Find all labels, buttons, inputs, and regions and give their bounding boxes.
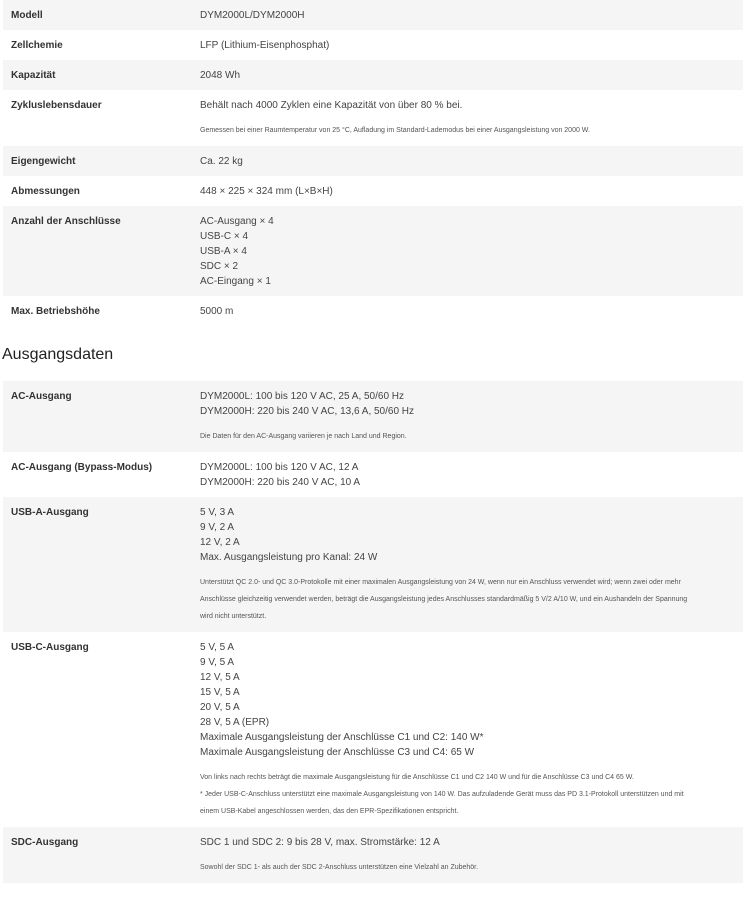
spec-value-line: SDC × 2 — [200, 261, 239, 272]
spec-value-line: 15 V, 5 A — [200, 687, 240, 698]
spec-row — [3, 206, 743, 296]
spec-value-line: USB-A × 4 — [200, 246, 247, 257]
spec-value — [196, 497, 743, 632]
spec-label: Zellchemie — [11, 40, 63, 51]
spec-value-line: 5 V, 3 A — [200, 507, 235, 518]
spec-footnote-line: * Jeder USB-C-Anschluss unterstützt eine maximale Ausgangsleistung von 140 W. Das aufzuladende Gerät muss das PD 3.1-Protokoll unterstützen und mit — [200, 791, 684, 798]
spec-value-line: 2048 Wh — [200, 70, 241, 81]
spec-label: Modell — [3, 0, 196, 30]
spec-footnote-line: wird nicht unterstützt. — [200, 613, 267, 620]
spec-value-line: AC-Ausgang × 4 — [200, 216, 274, 227]
spec-value-line: Maximale Ausgangsleistung der Anschlüsse C1 und C2: 140 W* — [200, 732, 484, 743]
spec-label: AC-Ausgang — [3, 381, 196, 452]
spec-footnote-line: Sowohl der SDC 1- als auch der SDC 2-Anschluss unterstützen eine Vielzahl an Zubehör. — [200, 864, 479, 871]
spec-value-line: Ca. 22 kg — [200, 156, 243, 167]
spec-value-line: 12 V, 2 A — [200, 537, 240, 548]
spec-value-line: DYM2000L: 100 bis 120 V AC, 25 A, 50/60 Hz — [200, 391, 405, 402]
spec-footnote-line: Gemessen bei einer Raumtemperatur von 25 °C, Aufladung im Standard-Lademodus bei einer Ausgangsleistung von 2000 W. — [200, 127, 590, 134]
spec-value-line: 448 × 225 × 324 mm (L×B×H) — [200, 186, 333, 197]
spec-row — [3, 90, 743, 146]
general-spec-table — [3, 0, 743, 326]
spec-value-line: 5 V, 5 A — [200, 642, 235, 653]
spec-row — [3, 827, 743, 883]
spec-row — [3, 176, 743, 206]
spec-value — [196, 452, 743, 497]
spec-value — [196, 0, 743, 30]
spec-row — [3, 146, 743, 176]
spec-value-line: 5000 m — [200, 306, 234, 317]
spec-value — [196, 60, 743, 90]
spec-value — [196, 146, 743, 176]
section-heading-output: Ausgangsdaten — [2, 346, 114, 363]
spec-value-line: DYM2000H: 220 bis 240 V AC, 13,6 A, 50/60 Hz — [200, 406, 415, 417]
spec-value-line: Max. Ausgangsleistung pro Kanal: 24 W — [200, 552, 378, 563]
spec-label: AC-Ausgang (Bypass-Modus) — [11, 462, 153, 473]
spec-footnote-line: Von links nach rechts beträgt die maximale Ausgangsleistung für die Anschlüsse C1 und C2 140 W und für die Anschlüsse C3 und C4 65 W. — [200, 774, 634, 781]
spec-row — [3, 60, 743, 90]
output-spec-table — [3, 381, 743, 883]
spec-value — [196, 827, 743, 883]
spec-value — [196, 381, 743, 452]
spec-value — [196, 176, 743, 206]
spec-footnote — [200, 769, 743, 820]
spec-row — [3, 497, 743, 632]
spec-footnote — [200, 122, 743, 139]
spec-label: Kapazität — [3, 60, 196, 90]
spec-value-line: AC-Eingang × 1 — [200, 276, 271, 287]
spec-row — [3, 452, 743, 497]
spec-row — [3, 0, 743, 30]
spec-value-line: 28 V, 5 A (EPR) — [200, 717, 270, 728]
spec-value — [196, 206, 743, 296]
spec-label: Zykluslebensdauer — [11, 100, 102, 111]
spec-footnote — [200, 428, 743, 445]
spec-value-line: Maximale Ausgangsleistung der Anschlüsse C3 und C4: 65 W — [200, 747, 475, 758]
spec-value-line: SDC 1 und SDC 2: 9 bis 28 V, max. Stromstärke: 12 A — [200, 837, 440, 848]
spec-footnote — [200, 859, 743, 876]
spec-value-line: DYM2000L: 100 bis 120 V AC, 12 A — [200, 462, 359, 473]
spec-label: SDC-Ausgang — [3, 827, 196, 883]
spec-value — [196, 296, 743, 326]
spec-footnote-line: Unterstützt QC 2.0- und QC 3.0-Protokolle mit einer maximalen Ausgangsleistung von 24 W, wenn nur ein Anschluss verwendet wird; wenn zwei oder mehr — [200, 579, 681, 586]
spec-row — [3, 30, 743, 60]
spec-label: Anzahl der Anschlüsse — [3, 206, 196, 296]
spec-value — [196, 90, 743, 146]
spec-value-line: DYM2000H: 220 bis 240 V AC, 10 A — [200, 477, 361, 488]
spec-label: Abmessungen — [11, 186, 80, 197]
spec-footnote-line: einem USB-Kabel angeschlossen werden, das den EPR-Spezifikationen entspricht. — [200, 808, 459, 815]
spec-value — [196, 30, 743, 60]
spec-value-line: Behält nach 4000 Zyklen eine Kapazität von über 80 % bei. — [200, 100, 463, 111]
spec-row — [3, 296, 743, 326]
spec-row — [3, 632, 743, 827]
spec-footnote-line: Die Daten für den AC-Ausgang variieren je nach Land und Region. — [200, 433, 407, 440]
spec-footnote — [200, 574, 743, 625]
spec-value — [196, 632, 743, 827]
spec-value-line: 12 V, 5 A — [200, 672, 240, 683]
spec-label: Eigengewicht — [3, 146, 196, 176]
spec-label: USB-A-Ausgang — [3, 497, 196, 632]
spec-row — [3, 381, 743, 452]
spec-value-line: USB-C × 4 — [200, 231, 249, 242]
spec-value-line: LFP (Lithium-Eisenphosphat) — [200, 40, 330, 51]
spec-footnote-line: Anschlüsse gleichzeitig verwendet werden, beträgt die Ausgangsleistung jedes Anschlusses standardmäßig 5 V/2 A/10 W, und ein Aushandeln der Spannung — [200, 596, 688, 603]
spec-value-line: 20 V, 5 A — [200, 702, 240, 713]
spec-value-line: 9 V, 5 A — [200, 657, 235, 668]
spec-value-line: 9 V, 2 A — [200, 522, 235, 533]
spec-value-line: DYM2000L/DYM2000H — [200, 10, 305, 21]
spec-label: USB-C-Ausgang — [11, 642, 89, 653]
spec-label: Max. Betriebshöhe — [11, 306, 100, 317]
